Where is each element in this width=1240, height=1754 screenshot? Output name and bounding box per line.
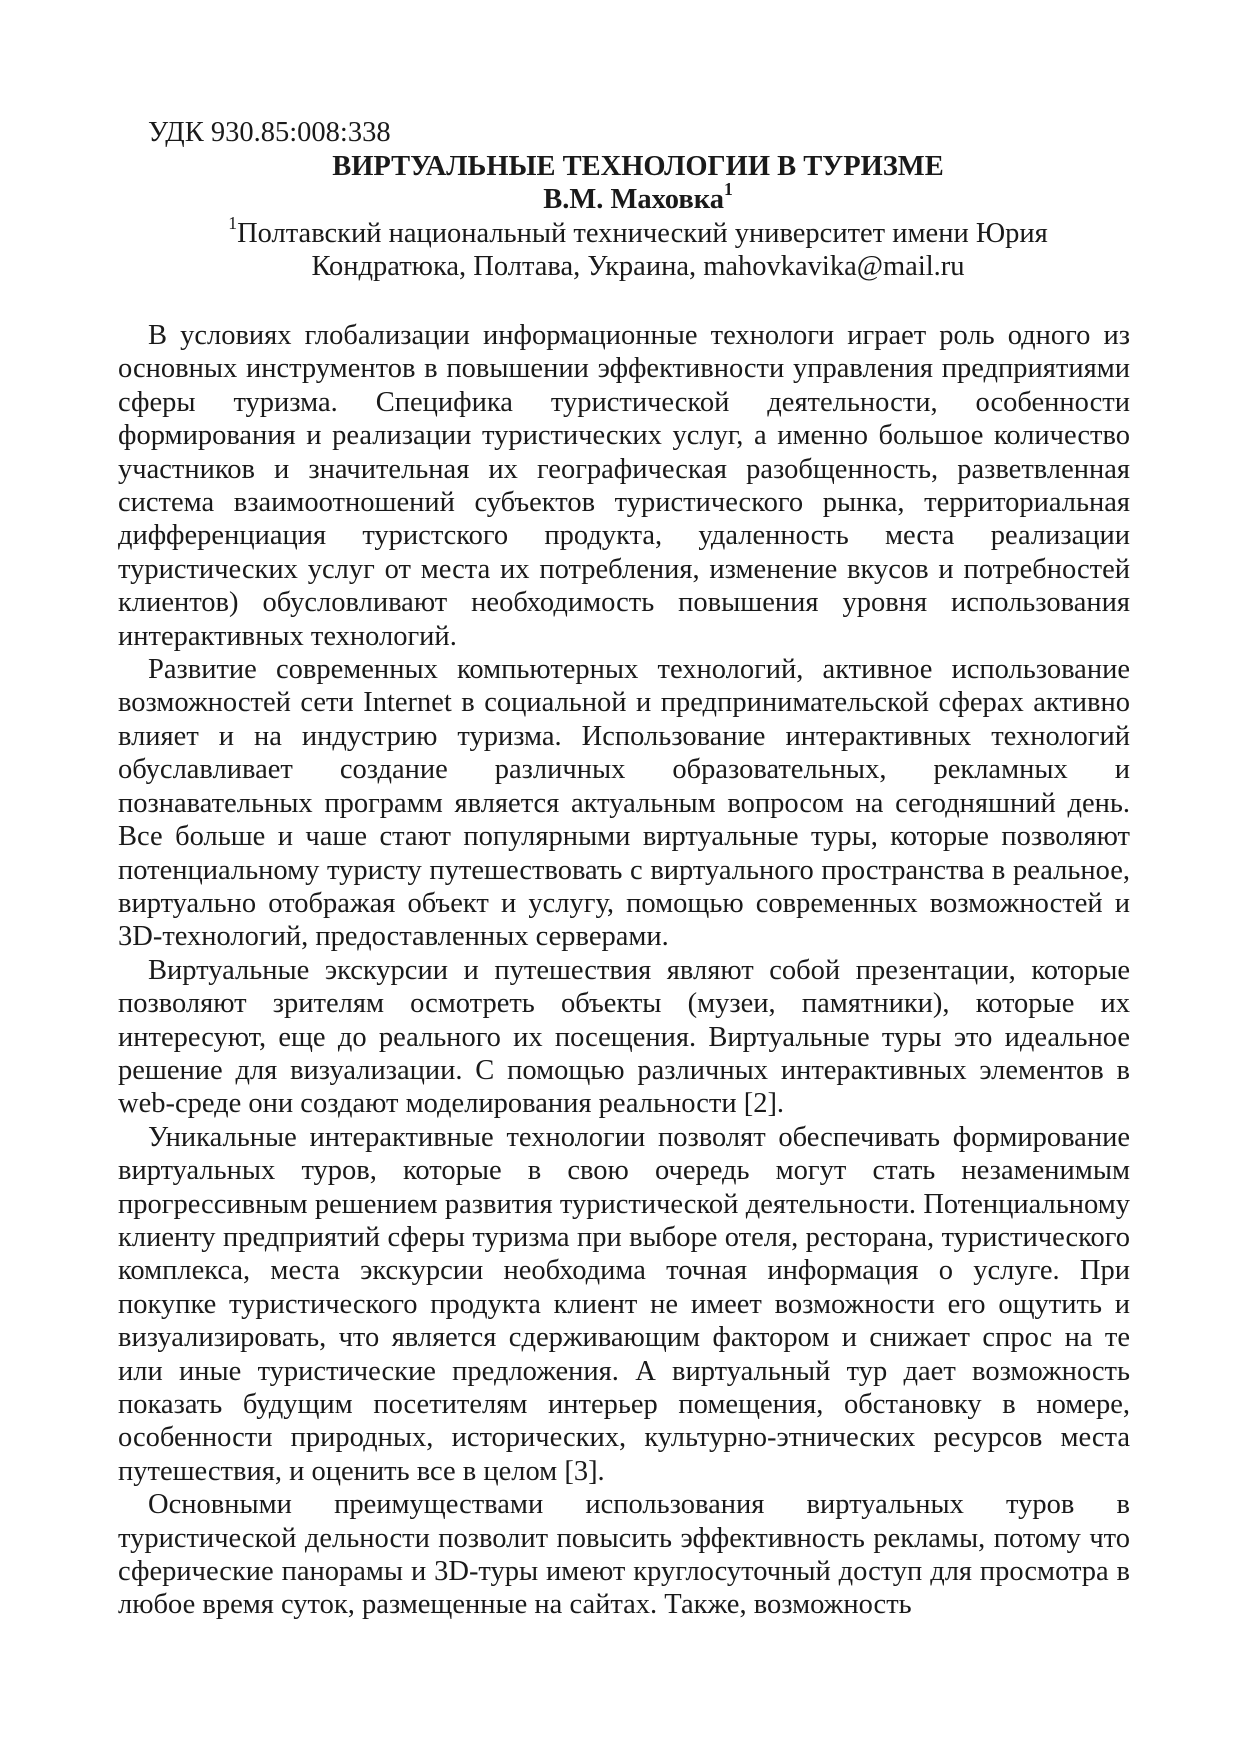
- affiliation-line-1: [118, 212, 1158, 250]
- paragraph-1: В условиях глобализации информационные технологи играет роль одного из основных инструментов в повышении эффективности управления предприятиями сферы туризма. Специфика туристической деятельности, особенности формирования и реализации туристических услуг, а именно большое количество участников и значительная их географическая разобщенность, разветвленная система взаимоотношений субъектов туристического рынка, территориальная дифференциация туристского продукта, удаленность места реализации туристических услуг от места их потребления, изменение вкусов и потребностей клиентов) обусловливают необходимость повышения уровня использования интерактивных технологий.: [118, 320, 1130, 652]
- affiliation-line-2: Кондратюка, Полтава, Украина, mahovkavika@mail.ru: [311, 251, 965, 283]
- paragraph-2: Развитие современных компьютерных технологий, активное использование возможностей сети Internet в социальной и предпринимательской сферах активно влияет и на индустрию туризма. Использование интерактивных технологий обуславливает создание различных образовательных, рекламных и познавательных программ является актуальным вопросом на сегодняшний день. Все больше и чаше стают популярными виртуальные туры, которые позволяют потенциальному туристу путешествовать с виртуального пространства в реальное, виртуально отображая объект и услугу, помощью современных возможностей и 3D-технологий, предоставленных серверами.: [118, 654, 1130, 953]
- author-line: [118, 178, 1158, 216]
- paper-title: ВИРТУАЛЬНЫЕ ТЕХНОЛОГИИ В ТУРИЗМЕ: [332, 151, 944, 182]
- author-superscript: 1: [723, 178, 733, 199]
- paragraph-5: Основными преимуществами использования виртуальных туров в туристической дельности позволит повысить эффективность рекламы, потому что сферические панорамы и 3D-туры имеют круглосуточный доступ для просмотра в любое время суток, размещенные на сайтах. Также, возможность: [118, 1489, 1130, 1621]
- affiliation: [118, 212, 1158, 284]
- paragraph-3: Виртуальные экскурсии и путешествия являют собой презентации, которые позволяют зрителям осмотреть объекты (музеи, памятники), которые их интересуют, еще до реального их посещения. Виртуальные туры это идеальное решение для визуализации. С помощью различных интерактивных элементов в web-среде они создают моделирования реальности [2].: [118, 954, 1130, 1120]
- author-name: В.М. Маховка: [543, 184, 724, 215]
- paragraph-4: Уникальные интерактивные технологии позволят обеспечивать формирование виртуальных туров, которые в свою очередь могут стать незаменимым прогрессивным решением развития туристической деятельности. Потенциальному клиенту предприятий сферы туризма при выборе отеля, ресторана, туристического комплекса, места экскурсии необходима точная информация о услуге. При покупке туристического продукта клиент не имеет возможности его ощутить и визуализировать, что является сдерживающим фактором и снижает спрос на те или иные туристические предложения. А виртуальный тур дает возможность показать будущим посетителям интерьер помещения, обстановку в номере, особенности природных, исторических, культурно-этнических ресурсов места путешествия, и оценить все в целом [3].: [118, 1121, 1130, 1487]
- affiliation-superscript: 1: [228, 212, 238, 233]
- body-text: [118, 319, 1130, 1622]
- udk-code: УДК 930.85:008:338: [148, 117, 391, 148]
- affiliation-text-1: Полтавский национальный технический университет имени Юрия: [237, 218, 1048, 249]
